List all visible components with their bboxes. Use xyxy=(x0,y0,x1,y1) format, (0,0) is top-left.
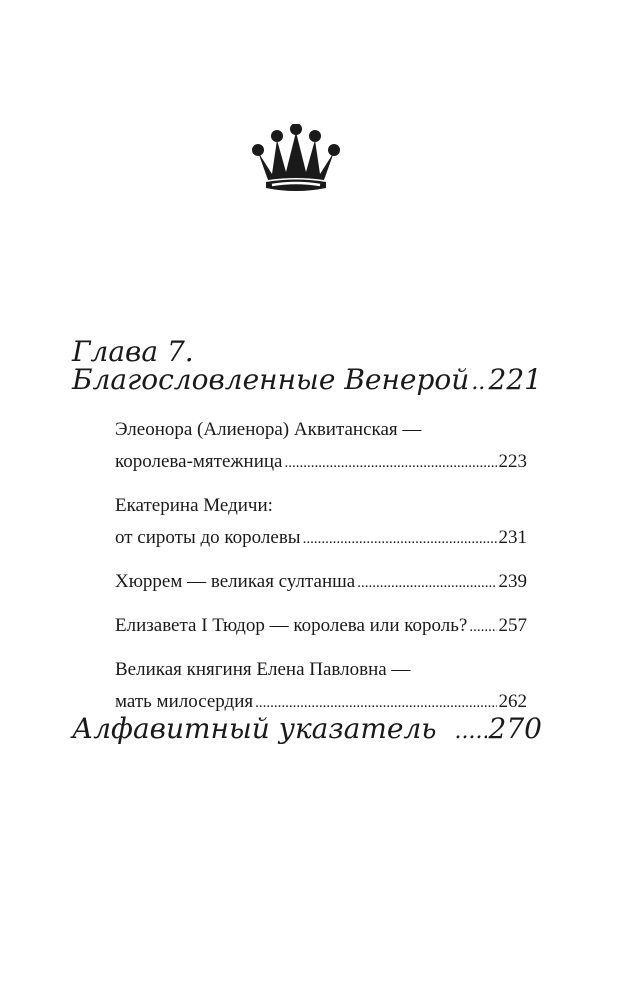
entry-title-line2: королева-мятежница xyxy=(115,451,283,472)
entry-page-number: 239 xyxy=(498,571,527,592)
dot-leader xyxy=(469,611,496,643)
chapter-page-number: 221 xyxy=(488,363,542,396)
entry-page-number: 262 xyxy=(498,691,527,712)
entry-title-line1: Элеонора (Алиенора) Аквитанская — xyxy=(115,419,422,440)
toc-entry[interactable] xyxy=(115,490,527,555)
chapter-entries xyxy=(115,414,527,719)
index-page-number: 270 xyxy=(488,712,542,745)
table-of-contents xyxy=(72,335,542,730)
dot-leader xyxy=(455,717,487,747)
entry-title-line2: от сироты до королевы xyxy=(115,527,301,548)
crown-icon xyxy=(248,124,344,192)
entry-title: Елизавета I Тюдор — королева или король? xyxy=(115,615,468,636)
toc-entry[interactable] xyxy=(115,566,527,599)
entry-title-line1: Великая княгиня Елена Павловна — xyxy=(115,659,411,680)
entry-title: Хюррем — великая султанша xyxy=(115,571,356,592)
entry-page-number: 257 xyxy=(498,615,527,636)
dot-leader xyxy=(471,368,486,398)
index-title: Алфавитный указатель xyxy=(72,712,437,745)
entry-title-line2: мать милосердия xyxy=(115,691,254,712)
entry-page-number: 223 xyxy=(498,451,527,472)
entry-page-number: 231 xyxy=(498,527,527,548)
chapter-title-line1: Глава 7. xyxy=(72,335,194,368)
toc-entry[interactable] xyxy=(115,610,527,643)
index-entry[interactable] xyxy=(72,714,542,747)
dot-leader xyxy=(357,567,496,599)
dot-leader xyxy=(284,447,496,479)
chapter-entry[interactable] xyxy=(72,365,542,398)
dot-leader xyxy=(303,523,497,555)
entry-title-line1: Екатерина Медичи: xyxy=(115,495,273,516)
toc-entry[interactable] xyxy=(115,654,527,719)
toc-entry[interactable] xyxy=(115,414,527,479)
chapter-title-line2: Благословленные Венерой xyxy=(72,363,470,396)
